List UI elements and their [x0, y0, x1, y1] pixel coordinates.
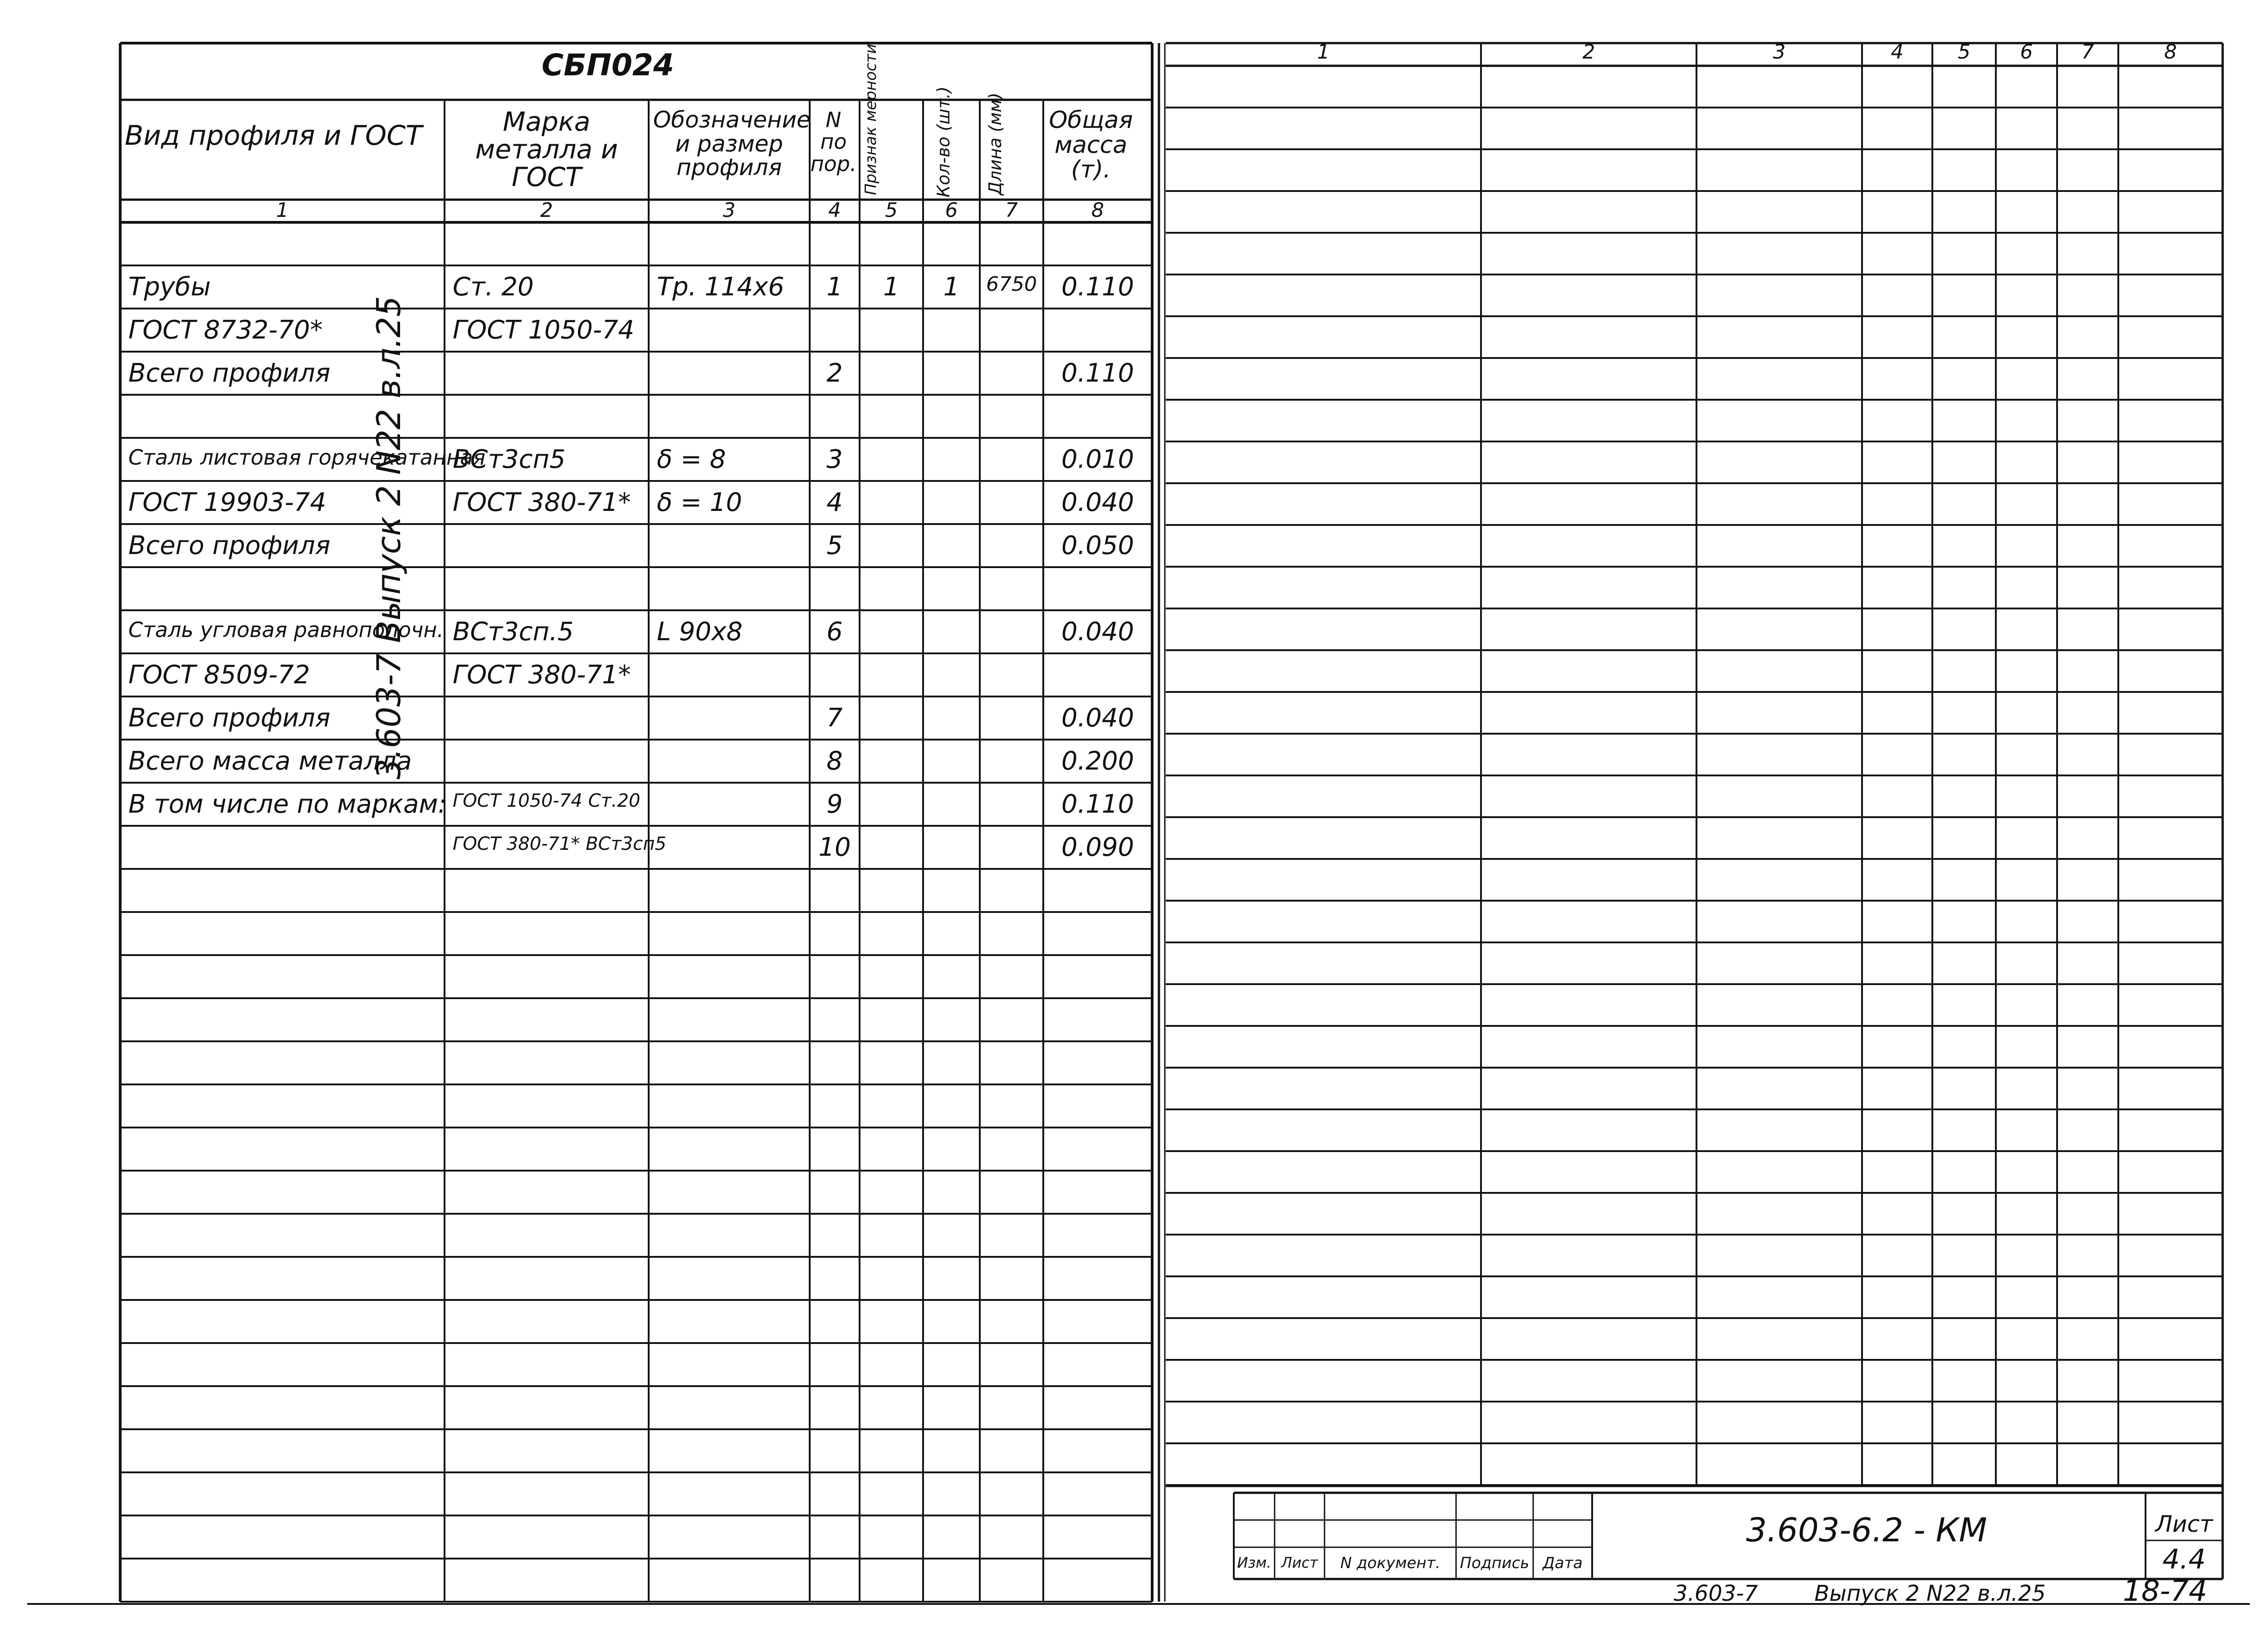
right-column-number: 1	[1317, 40, 1330, 64]
table-cell: ГОСТ 8732-70*	[128, 315, 323, 345]
table-cell: Ст. 20	[453, 272, 534, 302]
table-cell: 0.110	[1061, 358, 1134, 388]
table-cell: 6750	[986, 273, 1037, 296]
table-cell: 0.040	[1061, 488, 1134, 517]
left-column-number: 6	[945, 199, 958, 222]
table-cell: 0.200	[1061, 746, 1134, 776]
table-cell: 8	[826, 746, 843, 776]
header-total-mass: Общая масса (т).	[1049, 107, 1133, 184]
left-column-number: 8	[1091, 199, 1104, 222]
table-cell: 0.110	[1061, 272, 1134, 302]
header-dimension-sign: Признак мерности	[862, 44, 880, 195]
left-column-number: 5	[885, 199, 898, 222]
left-column-number: 4	[828, 199, 841, 222]
title-designation: 3.603-6.2 - КМ	[1746, 1511, 1987, 1549]
table-cell: 1	[883, 272, 899, 302]
footer-page: 18-74	[2123, 1574, 2207, 1608]
table-cell: ГОСТ 1050-74	[453, 315, 635, 345]
table-cell: ГОСТ 19903-74	[128, 488, 326, 517]
table-cell: 3	[826, 445, 843, 474]
table-cell: Всего профиля	[128, 358, 331, 388]
table-cell: 1	[826, 272, 843, 302]
table-cell: 1	[943, 272, 960, 302]
right-column-number: 5	[1958, 40, 1970, 64]
title-sheet-number: 4.4	[2162, 1544, 2206, 1575]
table-cell: 2	[826, 358, 843, 388]
table-cell: L 90х8	[657, 617, 743, 647]
header-order-number: N по пор.	[810, 108, 857, 176]
table-cell: Тр. 114х6	[657, 272, 785, 302]
footer-issue: Выпуск 2 N22 в.л.25	[1814, 1581, 2046, 1606]
table-cell: 0.050	[1061, 531, 1134, 560]
header-quantity: Кол-во (шт.)	[934, 86, 953, 197]
table-cell: В том числе по маркам:	[128, 789, 447, 819]
right-column-number: 7	[2081, 40, 2094, 64]
table-cell: 4	[826, 488, 843, 517]
table-cell: Всего профиля	[128, 703, 331, 733]
left-column-number: 7	[1005, 199, 1018, 222]
title-label-date: Дата	[1542, 1554, 1583, 1572]
right-column-number: 6	[2020, 40, 2033, 64]
header-designation: Обозначение и размер профиля	[653, 107, 811, 181]
table-cell: 0.040	[1061, 617, 1134, 647]
left-column-number: 1	[276, 199, 289, 222]
table-cell: Трубы	[128, 272, 211, 302]
table-cell: 0.040	[1061, 703, 1134, 733]
left-column-number: 3	[723, 199, 736, 222]
side-label: 3.603-7 Выпуск 2 N22 в.л.25	[370, 296, 408, 780]
table-cell: ГОСТ 8509-72	[128, 660, 310, 690]
title-sheet-label: Лист	[2155, 1511, 2213, 1537]
table-cell: Сталь угловая равнополочн.	[128, 618, 444, 642]
sheet-code: СБП024	[542, 48, 674, 83]
table-cell: ГОСТ 380-71* ВСт3сп5	[453, 834, 666, 854]
table-cell: 0.110	[1061, 789, 1134, 819]
title-label-sheet: Лист	[1281, 1554, 1318, 1571]
table-cell: ГОСТ 380-71*	[453, 488, 631, 517]
table-cell: Всего профиля	[128, 531, 331, 560]
table-cell: 0.010	[1061, 445, 1134, 474]
table-cell: 9	[826, 789, 843, 819]
table-cell: Всего масса металла	[128, 746, 412, 776]
title-label-signature: Подпись	[1460, 1554, 1530, 1572]
title-label-change: Изм.	[1237, 1554, 1271, 1571]
right-column-number: 3	[1773, 40, 1786, 64]
right-column-number: 2	[1582, 40, 1595, 64]
header-profile-type: Вид профиля и ГОСТ	[125, 120, 422, 152]
left-column-number: 2	[540, 199, 553, 222]
title-label-doc-number: N документ.	[1340, 1554, 1441, 1572]
table-cell: Сталь листовая горячекатанная	[128, 445, 485, 470]
header-length: Длина (мм)	[985, 93, 1005, 195]
header-metal-grade: Марка металла и ГОСТ	[475, 106, 618, 192]
table-cell: 5	[826, 531, 843, 560]
right-column-number: 4	[1891, 40, 1904, 64]
table-cell: 0.090	[1061, 833, 1134, 862]
table-cell: ВСт3сп.5	[453, 617, 574, 647]
right-column-number: 8	[2164, 40, 2177, 64]
footer-series: 3.603-7	[1674, 1581, 1758, 1606]
table-cell: δ = 8	[657, 445, 726, 474]
table-cell: ГОСТ 380-71*	[453, 660, 631, 690]
table-cell: ВСт3сп5	[453, 445, 566, 474]
table-cell: 7	[826, 703, 843, 733]
table-cell: 10	[818, 833, 851, 862]
table-cell: 6	[826, 617, 843, 647]
table-cell: δ = 10	[657, 488, 743, 517]
table-cell: ГОСТ 1050-74 Ст.20	[453, 790, 640, 811]
